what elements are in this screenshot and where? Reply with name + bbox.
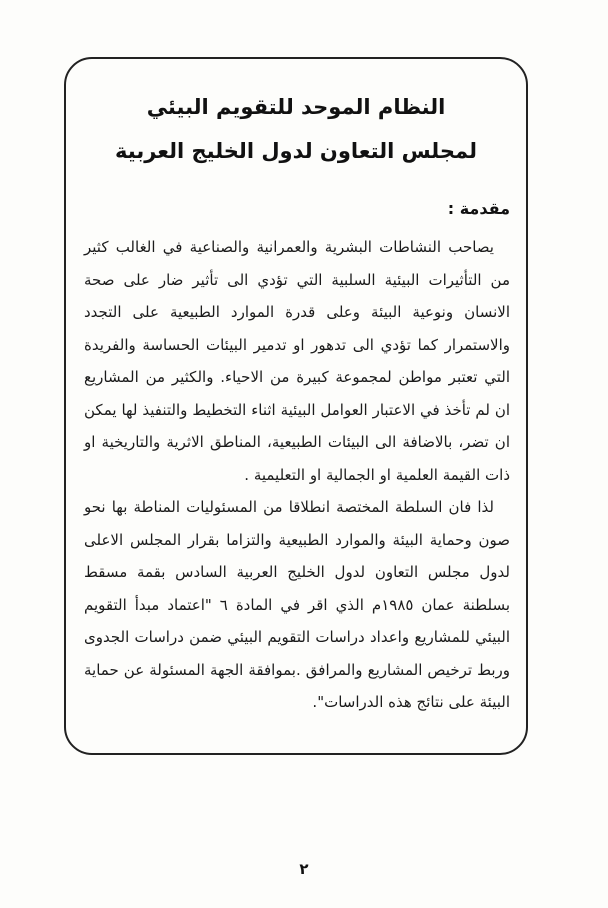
paragraph-1: يصاحب النشاطات البشرية والعمرانية والصناعية في الغالب كثير من التأثيرات البيئية السلبية التي تؤدي الى تأثير ضار على صحة الانسان ونوعية البيئة وعلى قدرة الموارد الطبيعية على التجدد والاستمرار كما تؤدي الى تدهور او تدمير البيئات الحساسة والفريدة التي تعتبر مواطن لمجموعة كبيرة من الاحياء. والكثير من المشاريع ان لم تأخذ في الاعتبار العوامل البيئية اثناء التخطيط والتنفيذ لها يمكن ان تضر، بالاضافة الى البيئات الطبيعية، المناطق الاثرية والتاريخية او ذات القيمة العلمية او الجمالية او التعليمية . xyxy=(84,238,510,484)
page-number: ٢ xyxy=(299,860,309,878)
document-border-frame xyxy=(64,57,528,755)
title-line-2: لمجلس التعاون لدول الخليج العربية xyxy=(115,139,477,163)
title-line-1: النظام الموحد للتقويم البيئي xyxy=(146,95,446,119)
paragraph-2: لذا فان السلطة المختصة انطلاقا من المسئوليات المناطة بها نحو صون وحماية البيئة والموارد الطبيعية والتزاما بقرار المجلس الاعلى لدول مجلس التعاون لدول الخليج العربية السادس بقمة مسقط بسلطنة عمان ١٩٨٥م الذي اقر في المادة ٦ "اعتماد مبدأ التقويم البيئي للمشاريع واعداد دراسات التقويم البيئي ضمن دراسات الجدوى وربط ترخيص المشاريع والمرافق .بموافقة الجهة المسئولة عن حماية البيئة على نتائج هذه الدراسات". xyxy=(84,498,511,711)
document-title xyxy=(66,85,526,173)
section-heading-muqaddima: مقدمة : xyxy=(447,199,510,218)
document-body xyxy=(66,231,526,719)
